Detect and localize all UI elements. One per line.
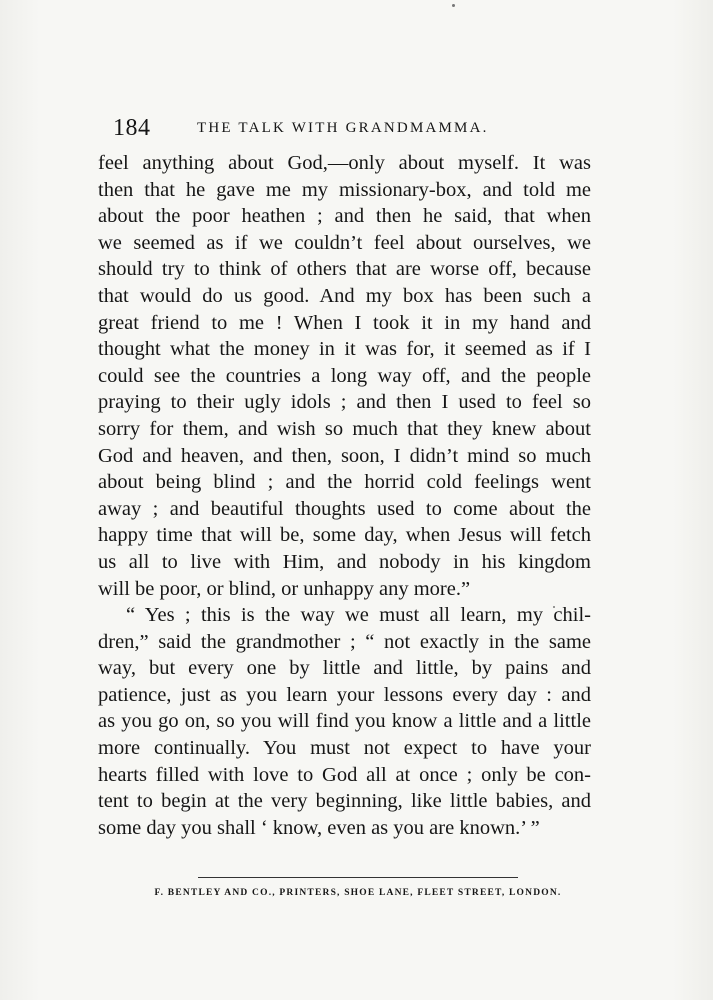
text-line: “ Yes ; this is the way we must all learn, my chil- xyxy=(126,604,591,627)
text-line: away ; and beautiful thoughts used to come about the xyxy=(98,497,591,520)
printer-imprint: F. BENTLEY AND CO., PRINTERS, SHOE LANE, FLEET STREET, LONDON. xyxy=(154,888,562,898)
paragraph-1 xyxy=(98,150,591,602)
text-line: about the poor heathen ; and then he said, that when xyxy=(98,205,591,228)
text-line: happy time that will be, some day, when Jesus will fetch xyxy=(98,524,591,547)
text-line: patience, just as you learn your lessons every day : and xyxy=(98,683,591,706)
text-line: we seemed as if we couldn’t feel about ourselves, we xyxy=(98,231,591,254)
text-line: us all to live with Him, and nobody in his kingdom xyxy=(98,550,591,573)
text-line: will be poor, or blind, or unhappy any more.” xyxy=(98,577,471,600)
page-number: 184 xyxy=(113,115,151,141)
text-line: thought what the money in it was for, it seemed as if I xyxy=(98,338,591,361)
text-line: dren,” said the grandmother ; “ not exactly in the same xyxy=(98,630,591,653)
paragraph-2 xyxy=(98,602,591,841)
text-line: some day you shall ‘ know, even as you are known.’ ” xyxy=(98,816,540,839)
running-head: THE TALK WITH GRANDMAMMA. xyxy=(197,120,489,136)
text-line: way, but every one by little and little, by pains and xyxy=(98,657,591,680)
text-line: feel anything about God,—only about myself. It was xyxy=(98,152,591,174)
text-line: then that he gave me my missionary-box, and told me xyxy=(98,178,591,201)
text-line: God and heaven, and then, soon, I didn’t mind so much xyxy=(98,444,591,467)
text-line: sorry for them, and wish so much that they knew about xyxy=(98,417,591,440)
text-line: more continually. You must not expect to have your xyxy=(98,737,591,760)
body-text xyxy=(98,150,591,841)
text-line: tent to begin at the very beginning, like little babies, and xyxy=(98,790,591,813)
page-header xyxy=(113,113,588,143)
text-line: that would do us good. And my box has been such a xyxy=(98,284,591,307)
footer-rule xyxy=(198,877,518,878)
text-line: as you go on, so you will find you know a little and a little xyxy=(98,710,591,733)
text-line: could see the countries a long way off, and the people xyxy=(98,364,591,387)
text-line: about being blind ; and the horrid cold feelings went xyxy=(98,471,591,494)
text-line: should try to think of others that are worse off, because xyxy=(98,258,591,281)
text-line: hearts filled with love to God all at once ; only be con- xyxy=(98,763,591,786)
text-line: great friend to me ! When I took it in my hand and xyxy=(98,311,591,334)
text-line: praying to their ugly idols ; and then I used to feel so xyxy=(98,391,591,414)
ink-speck xyxy=(452,4,455,7)
